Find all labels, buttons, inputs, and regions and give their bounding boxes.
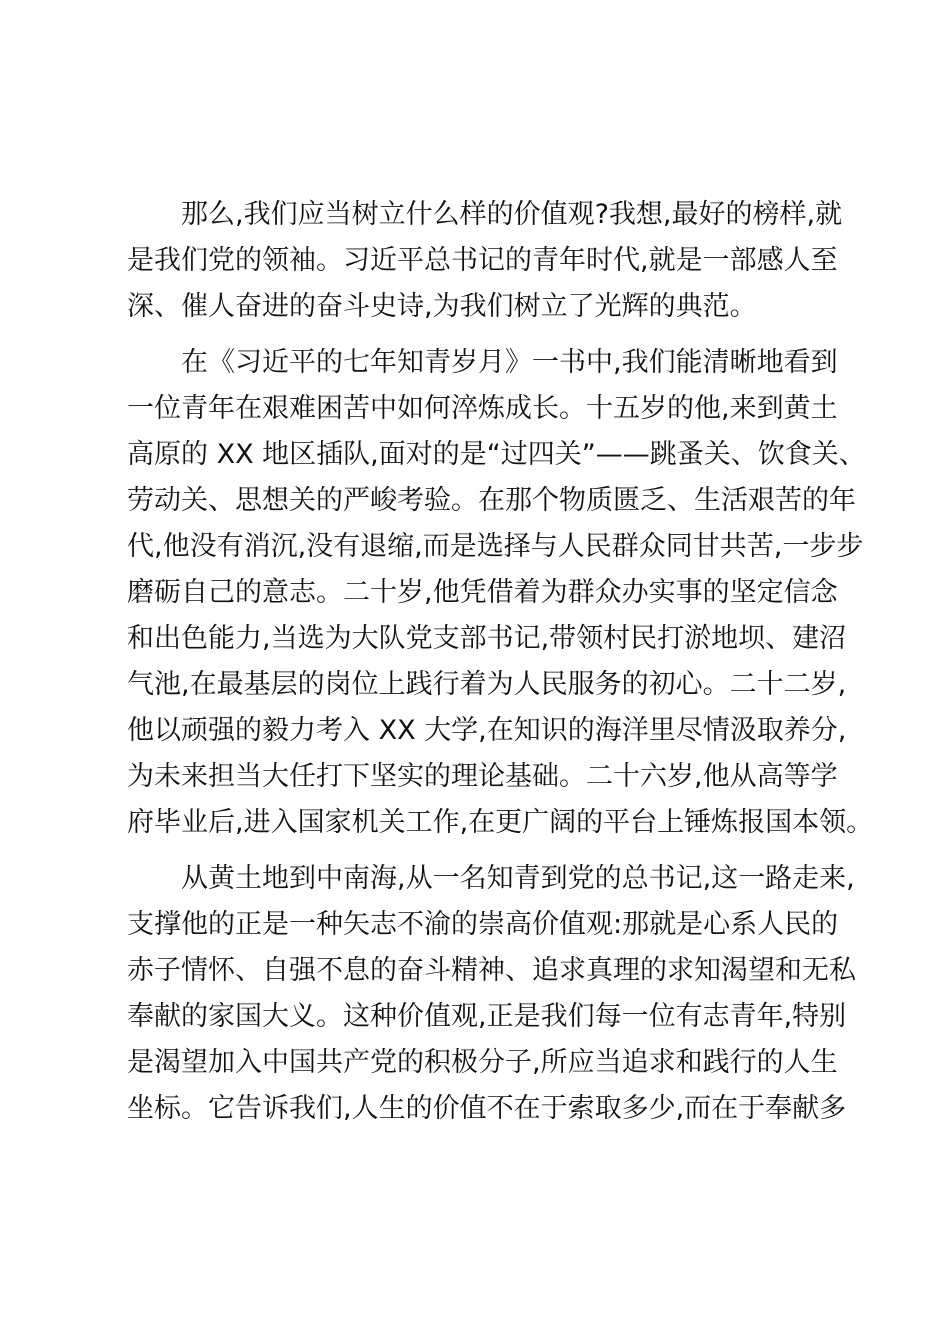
text-line: 赤子情怀、自强不息的奋斗精神、追求真理的求知渴望和无私	[127, 955, 856, 986]
text-line: 深、催人奋进的奋斗史诗,为我们树立了光辉的典范。	[127, 291, 757, 322]
text-line: 磨砺自己的意志。二十岁,他凭借着为群众办实事的坚定信念	[127, 577, 838, 608]
text-line: 奉献的家国大义。这种价值观,正是我们每一位有志青年,特别	[127, 1001, 847, 1032]
paragraph-3	[127, 856, 856, 1132]
text-line: 从黄土地到中南海,从一名知青到党的总书记,这一路走来,	[181, 863, 855, 894]
text-line: 那么,我们应当树立什么样的价值观?我想,最好的榜样,就	[181, 199, 843, 230]
text-line: 他以顽强的毅力考入 XX 大学,在知识的海洋里尽情汲取养分,	[127, 715, 847, 746]
text-line: 一位青年在艰难困苦中如何淬炼成长。十五岁的他,来到黄土	[127, 393, 838, 424]
document-body	[127, 192, 874, 1142]
text-line: 和出色能力,当选为大队党支部书记,带领村民打淤地坝、建沼	[127, 623, 847, 654]
text-line: 高原的 XX 地区插队,面对的是“过四关”——跳蚤关、饮食关、	[127, 439, 866, 470]
text-line: 府毕业后,进入国家机关工作,在更广阔的平台上锤炼报国本领。	[127, 807, 874, 838]
text-line: 支撑他的正是一种矢志不渝的崇高价值观:那就是心系人民的	[127, 909, 839, 940]
text-line: 为未来担当大任打下坚实的理论基础。二十六岁,他从高等学	[127, 761, 838, 792]
text-line: 是我们党的领袖。习近平总书记的青年时代,就是一部感人至	[127, 245, 838, 276]
paragraph-2	[127, 340, 874, 846]
text-line: 坐标。它告诉我们,人生的价值不在于索取多少,而在于奉献多	[127, 1093, 847, 1124]
text-line: 代,他没有消沉,没有退缩,而是选择与人民群众同甘共苦,一步步	[127, 531, 864, 562]
text-line: 是渴望加入中国共产党的积极分子,所应当追求和践行的人生	[127, 1047, 838, 1078]
text-line: 气池,在最基层的岗位上践行着为人民服务的初心。二十二岁,	[127, 669, 847, 700]
text-line: 在《习近平的七年知青岁月》一书中,我们能清晰地看到	[181, 347, 838, 378]
paragraph-1	[127, 192, 843, 330]
text-line: 劳动关、思想关的严峻考验。在那个物质匮乏、生活艰苦的年	[127, 485, 856, 516]
